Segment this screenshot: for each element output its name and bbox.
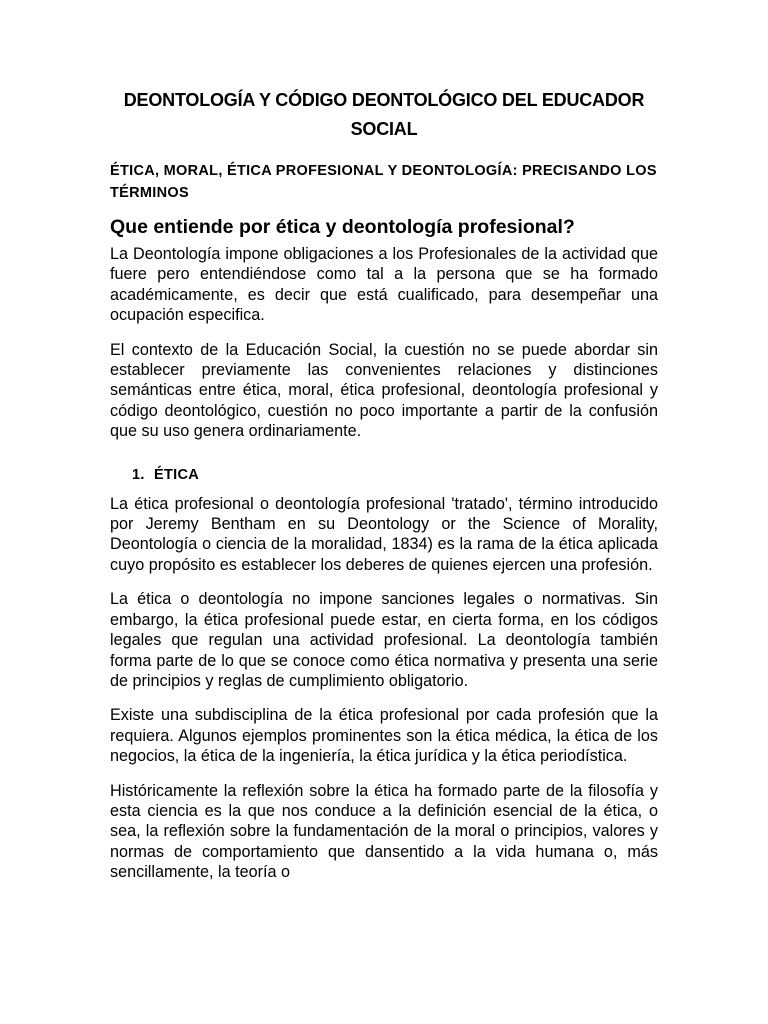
intro-paragraph: La Deontología impone obligaciones a los Profesionales de la actividad que fuere pero entendiéndose como tal a la persona que se ha formado académicamente, es decir que está cualificado, para desempeñar una ocupación especifica.: [110, 245, 658, 325]
section-paragraph: La ética o deontología no impone sanciones legales o normativas. Sin embargo, la ética profesional puede estar, en cierta forma, en los códigos legales que regulan una actividad profesional. La deontología también forma parte de lo que se conoce como ética normativa y presenta una serie de principios y reglas de cumplimiento obligatorio.: [110, 590, 658, 690]
section-paragraph: Históricamente la reflexión sobre la ética ha formado parte de la filosofía y esta ciencia es la que nos conduce a la definición esencial de la ética, o sea, la reflexión sobre la fundamentación de la moral o principios, valores y normas de comportamiento que dansentido a la vida humana o, más sencillamente, la teoría o: [110, 781, 658, 882]
document-subtitle: ÉTICA, MORAL, ÉTICA PROFESIONAL Y DEONTOLOGÍA: PRECISANDO LOS TÉRMINOS: [110, 163, 657, 201]
section-paragraph: Existe una subdisciplina de la ética profesional por cada profesión que la requiera. Algunos ejemplos prominentes son la ética médica, la ética de los negocios, la ética de la ingeniería, la ética jurídica y la ética periodística.: [110, 706, 658, 766]
section-number: 1.: [132, 466, 145, 483]
section-heading: [132, 464, 658, 486]
section-title: ÉTICA: [154, 466, 199, 483]
question-heading: Que entiende por ética y deontología profesional?: [110, 216, 575, 238]
section-paragraph: La ética profesional o deontología profesional 'tratado', término introducido por Jeremy Bentham en su Deontology or the Science of Morality, Deontología o ciencia de la moralidad, 1834) es la rama de la ética aplicada cuyo propósito es establecer los deberes de quienes ejercen una profesión.: [110, 494, 658, 574]
document-title: DEONTOLOGÍA Y CÓDIGO DEONTOLÓGICO DEL EDUCADOR SOCIAL: [123, 90, 645, 139]
intro-paragraph: El contexto de la Educación Social, la cuestión no se puede abordar sin establecer previamente las convenientes relaciones y distinciones semánticas entre ética, moral, ética profesional, deontología profesional y código deontológico, cuestión no poco importante a partir de la confusión que su uso genera ordinariamente.: [110, 340, 658, 441]
